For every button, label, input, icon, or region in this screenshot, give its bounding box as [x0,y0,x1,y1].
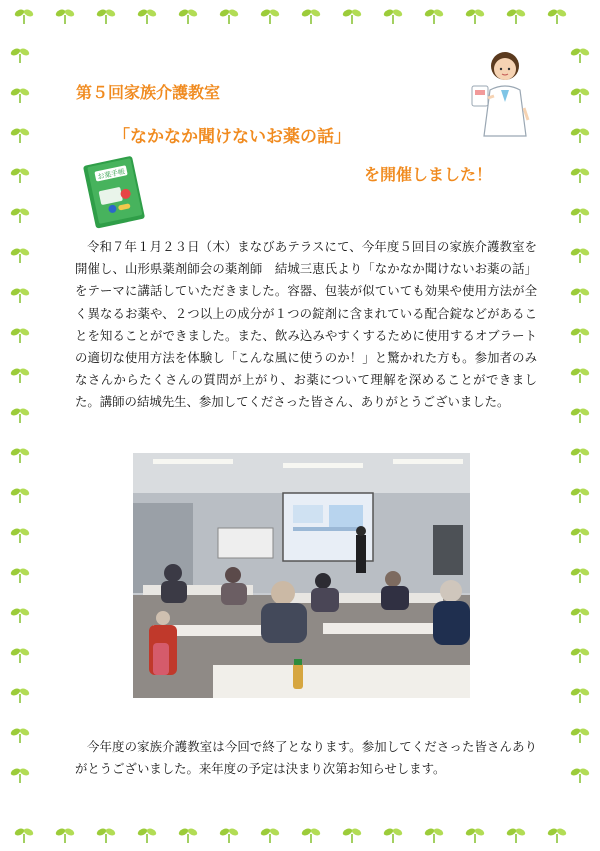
sprout-leaf-icon [424,8,445,24]
title-line-1: 第５回家族介護教室 [76,83,221,102]
sprout-leaf-icon [96,8,117,24]
sprout-leaf-icon [506,8,527,24]
sprout-leaf-icon [301,8,322,24]
title-line-3: を開催しました！ [364,165,493,184]
sprout-leaf-icon [570,727,591,743]
sprout-leaf-icon [14,827,35,843]
sprout-leaf-icon [178,8,199,24]
sprout-leaf-icon [10,207,31,223]
sprout-leaf-icon [260,8,281,24]
sprout-leaf-icon [570,767,591,783]
sprout-leaf-icon [570,527,591,543]
sprout-leaf-icon [10,767,31,783]
sprout-leaf-icon [570,247,591,263]
sprout-leaf-icon [10,47,31,63]
sprout-leaf-icon [10,567,31,583]
sprout-leaf-icon [96,827,117,843]
body-paragraph-2: 今年度の家族介護教室は今回で終了となります。参加してくださった皆さんありがとうございました。来年度の予定は決まり次第お知らせします。 [75,739,537,777]
title-line-2: 「なかなか聞けないお薬の話」 [113,127,351,147]
sprout-leaf-icon [10,647,31,663]
sprout-leaf-icon [570,607,591,623]
sprout-leaf-icon [570,447,591,463]
body-paragraph-1: 令和７年１月２３日（木）まなびあテラスにて、今年度５回目の家族介護教室を開催し、山形県薬剤師会の薬剤師 結城三恵氏より「なかなか聞けないお薬の話」をテーマに講話していただきました。容器、包装が似ていても効果や使用方法が全く異なるお薬や、２つ以上の成分が１つの錠剤に含まれている配合錠などがあることを知ることができました。また、飲み込みやすくするために使用するオブラートの適切な使用方法を体験し「こんな風に使うのか！」と驚かれた方も。参加者のみなさんからたくさんの質問が上がり、お薬について理解を深めることができました。講師の結城先生、参加してくださった皆さん、ありがとうございました。 [75,239,537,410]
sprout-leaf-icon [570,367,591,383]
sprout-leaf-icon [14,8,35,24]
sprout-leaf-icon [10,87,31,103]
sprout-leaf-icon [10,127,31,143]
sprout-leaf-icon [342,827,363,843]
sprout-leaf-icon [10,367,31,383]
medicine-notebook-icon [75,152,155,232]
sprout-leaf-icon [10,167,31,183]
sprout-leaf-icon [547,8,568,24]
sprout-leaf-icon [10,407,31,423]
sprout-leaf-icon [10,527,31,543]
sprout-leaf-icon [570,647,591,663]
sprout-leaf-icon [178,827,199,843]
sprout-leaf-icon [570,127,591,143]
sprout-leaf-icon [137,827,158,843]
sprout-leaf-icon [55,827,76,843]
sprout-leaf-icon [465,827,486,843]
sprout-leaf-icon [570,207,591,223]
sprout-leaf-icon [547,827,568,843]
notebook-label: お薬手帳 [96,167,126,182]
sprout-leaf-icon [219,8,240,24]
pharmacist-icon [470,40,540,140]
sprout-leaf-icon [55,8,76,24]
sprout-leaf-icon [570,47,591,63]
seminar-photo [133,453,470,698]
sprout-leaf-icon [383,827,404,843]
sprout-leaf-icon [570,487,591,503]
sprout-leaf-icon [10,607,31,623]
sprout-leaf-icon [10,687,31,703]
sprout-leaf-icon [383,8,404,24]
sprout-leaf-icon [260,827,281,843]
sprout-leaf-icon [465,8,486,24]
sprout-leaf-icon [10,327,31,343]
sprout-leaf-icon [10,247,31,263]
sprout-leaf-icon [219,827,240,843]
sprout-leaf-icon [10,287,31,303]
sprout-leaf-icon [570,287,591,303]
sprout-leaf-icon [570,327,591,343]
sprout-leaf-icon [10,447,31,463]
sprout-leaf-icon [570,407,591,423]
sprout-leaf-icon [10,487,31,503]
sprout-leaf-icon [10,727,31,743]
sprout-leaf-icon [301,827,322,843]
sprout-leaf-icon [570,687,591,703]
sprout-leaf-icon [506,827,527,843]
sprout-leaf-icon [424,827,445,843]
sprout-leaf-icon [570,567,591,583]
sprout-leaf-icon [137,8,158,24]
sprout-leaf-icon [570,87,591,103]
sprout-leaf-icon [342,8,363,24]
sprout-leaf-icon [570,167,591,183]
